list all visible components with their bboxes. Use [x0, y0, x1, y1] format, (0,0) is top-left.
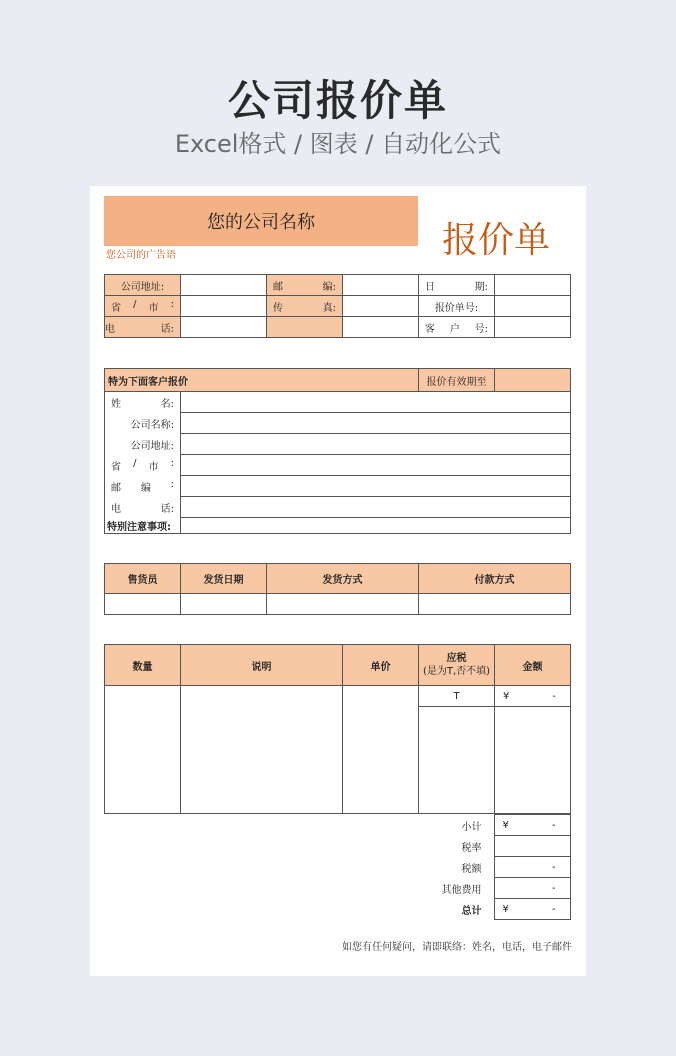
address-label: 公司地址:	[105, 275, 181, 296]
taxable-header: 应税 (是为T,否不填)	[419, 645, 495, 686]
date-value-cell[interactable]	[495, 275, 571, 296]
address-value-cell[interactable]	[181, 275, 267, 296]
hero-title: 公司报价单	[227, 76, 448, 125]
customer-postcode-label: 邮 编 :	[105, 476, 181, 497]
customer-address-value[interactable]	[181, 434, 571, 455]
company-name: 您的公司名称	[207, 212, 315, 233]
customer-address-label: 公司地址:	[105, 434, 181, 455]
desc-cell[interactable]	[181, 686, 343, 814]
customer-name-value[interactable]	[181, 392, 571, 413]
fax-label: 传 真:	[267, 296, 343, 317]
special-notes-value[interactable]	[181, 518, 571, 534]
total-value[interactable]: ¥ -	[494, 899, 570, 920]
total-label: 总计	[461, 905, 482, 917]
qty-header: 数量	[105, 645, 181, 686]
amount-cell[interactable]: ¥ -	[495, 686, 571, 707]
taxable-cell-empty[interactable]	[419, 707, 495, 814]
customer-no-value-cell[interactable]	[495, 317, 571, 338]
price-header: 单价	[343, 645, 419, 686]
customer-postcode-value[interactable]	[181, 476, 571, 497]
special-notes-label: 特别注意事项:	[105, 518, 181, 534]
customer-table	[104, 368, 571, 534]
qty-cell[interactable]	[105, 686, 181, 814]
quote-sheet	[90, 186, 586, 976]
tax-amount-label: 税额	[461, 863, 482, 875]
items-table	[104, 644, 571, 814]
ship-date-header: 发货日期	[181, 564, 267, 594]
contact-note: 如您有任何疑问，请即联络：姓名，电话，电子邮件	[342, 942, 572, 953]
blank-value-cell[interactable]	[343, 317, 419, 338]
subtotal-value[interactable]: ¥ -	[494, 815, 570, 836]
blank-label-cell	[267, 317, 343, 338]
amount-header: 金额	[495, 645, 571, 686]
ship-method-cell[interactable]	[267, 594, 419, 615]
phone-value-cell[interactable]	[181, 317, 267, 338]
hero-subtitle: Excel格式 / 图表 / 自动化公式	[174, 130, 502, 158]
fax-value-cell[interactable]	[343, 296, 419, 317]
customer-header: 特为下面客户报价	[105, 369, 419, 392]
customer-company-value[interactable]	[181, 413, 571, 434]
customer-phone-label: 电 话:	[105, 497, 181, 518]
salesperson-cell[interactable]	[105, 594, 181, 615]
amount-cell-empty[interactable]	[495, 707, 571, 814]
quote-doc-title: 报价单	[442, 220, 551, 261]
other-fees-label: 其他费用	[441, 884, 482, 896]
valid-until-label: 报价有效期至	[419, 369, 495, 392]
tax-amount-value[interactable]: -	[494, 857, 570, 878]
company-info-table	[104, 274, 571, 338]
customer-company-label: 公司名称:	[105, 413, 181, 434]
subtotal-label: 小计	[461, 821, 482, 833]
quote-no-value-cell[interactable]	[495, 296, 571, 317]
payment-method-cell[interactable]	[419, 594, 571, 615]
price-cell[interactable]	[343, 686, 419, 814]
customer-province-value[interactable]	[181, 455, 571, 476]
ship-method-header: 发货方式	[267, 564, 419, 594]
desc-header: 说明	[181, 645, 343, 686]
postcode-value-cell[interactable]	[343, 275, 419, 296]
customer-no-label: 客 户 号:	[419, 317, 495, 338]
valid-until-value[interactable]	[495, 369, 571, 392]
date-label: 日 期:	[419, 275, 495, 296]
shipping-table	[104, 563, 571, 615]
company-name-box[interactable]	[104, 196, 418, 246]
quote-no-label: 报价单号:	[419, 296, 495, 317]
other-fees-value[interactable]: -	[494, 878, 570, 899]
tax-rate-label: 税率	[461, 842, 482, 854]
summary-table	[404, 814, 571, 920]
payment-method-header: 付款方式	[419, 564, 571, 594]
company-slogan[interactable]: 您公司的广告语	[106, 250, 176, 261]
customer-phone-value[interactable]	[181, 497, 571, 518]
phone-label: 电 话:	[105, 317, 181, 338]
province-label: 省 / 市 :	[105, 296, 181, 317]
customer-province-label: 省 / 市 :	[105, 455, 181, 476]
postcode-label: 邮 编:	[267, 275, 343, 296]
salesperson-header: 售货员	[105, 564, 181, 594]
customer-name-label: 姓 名:	[105, 392, 181, 413]
ship-date-cell[interactable]	[181, 594, 267, 615]
province-value-cell[interactable]	[181, 296, 267, 317]
tax-rate-value[interactable]	[494, 836, 570, 857]
taxable-cell[interactable]: T	[419, 686, 495, 707]
